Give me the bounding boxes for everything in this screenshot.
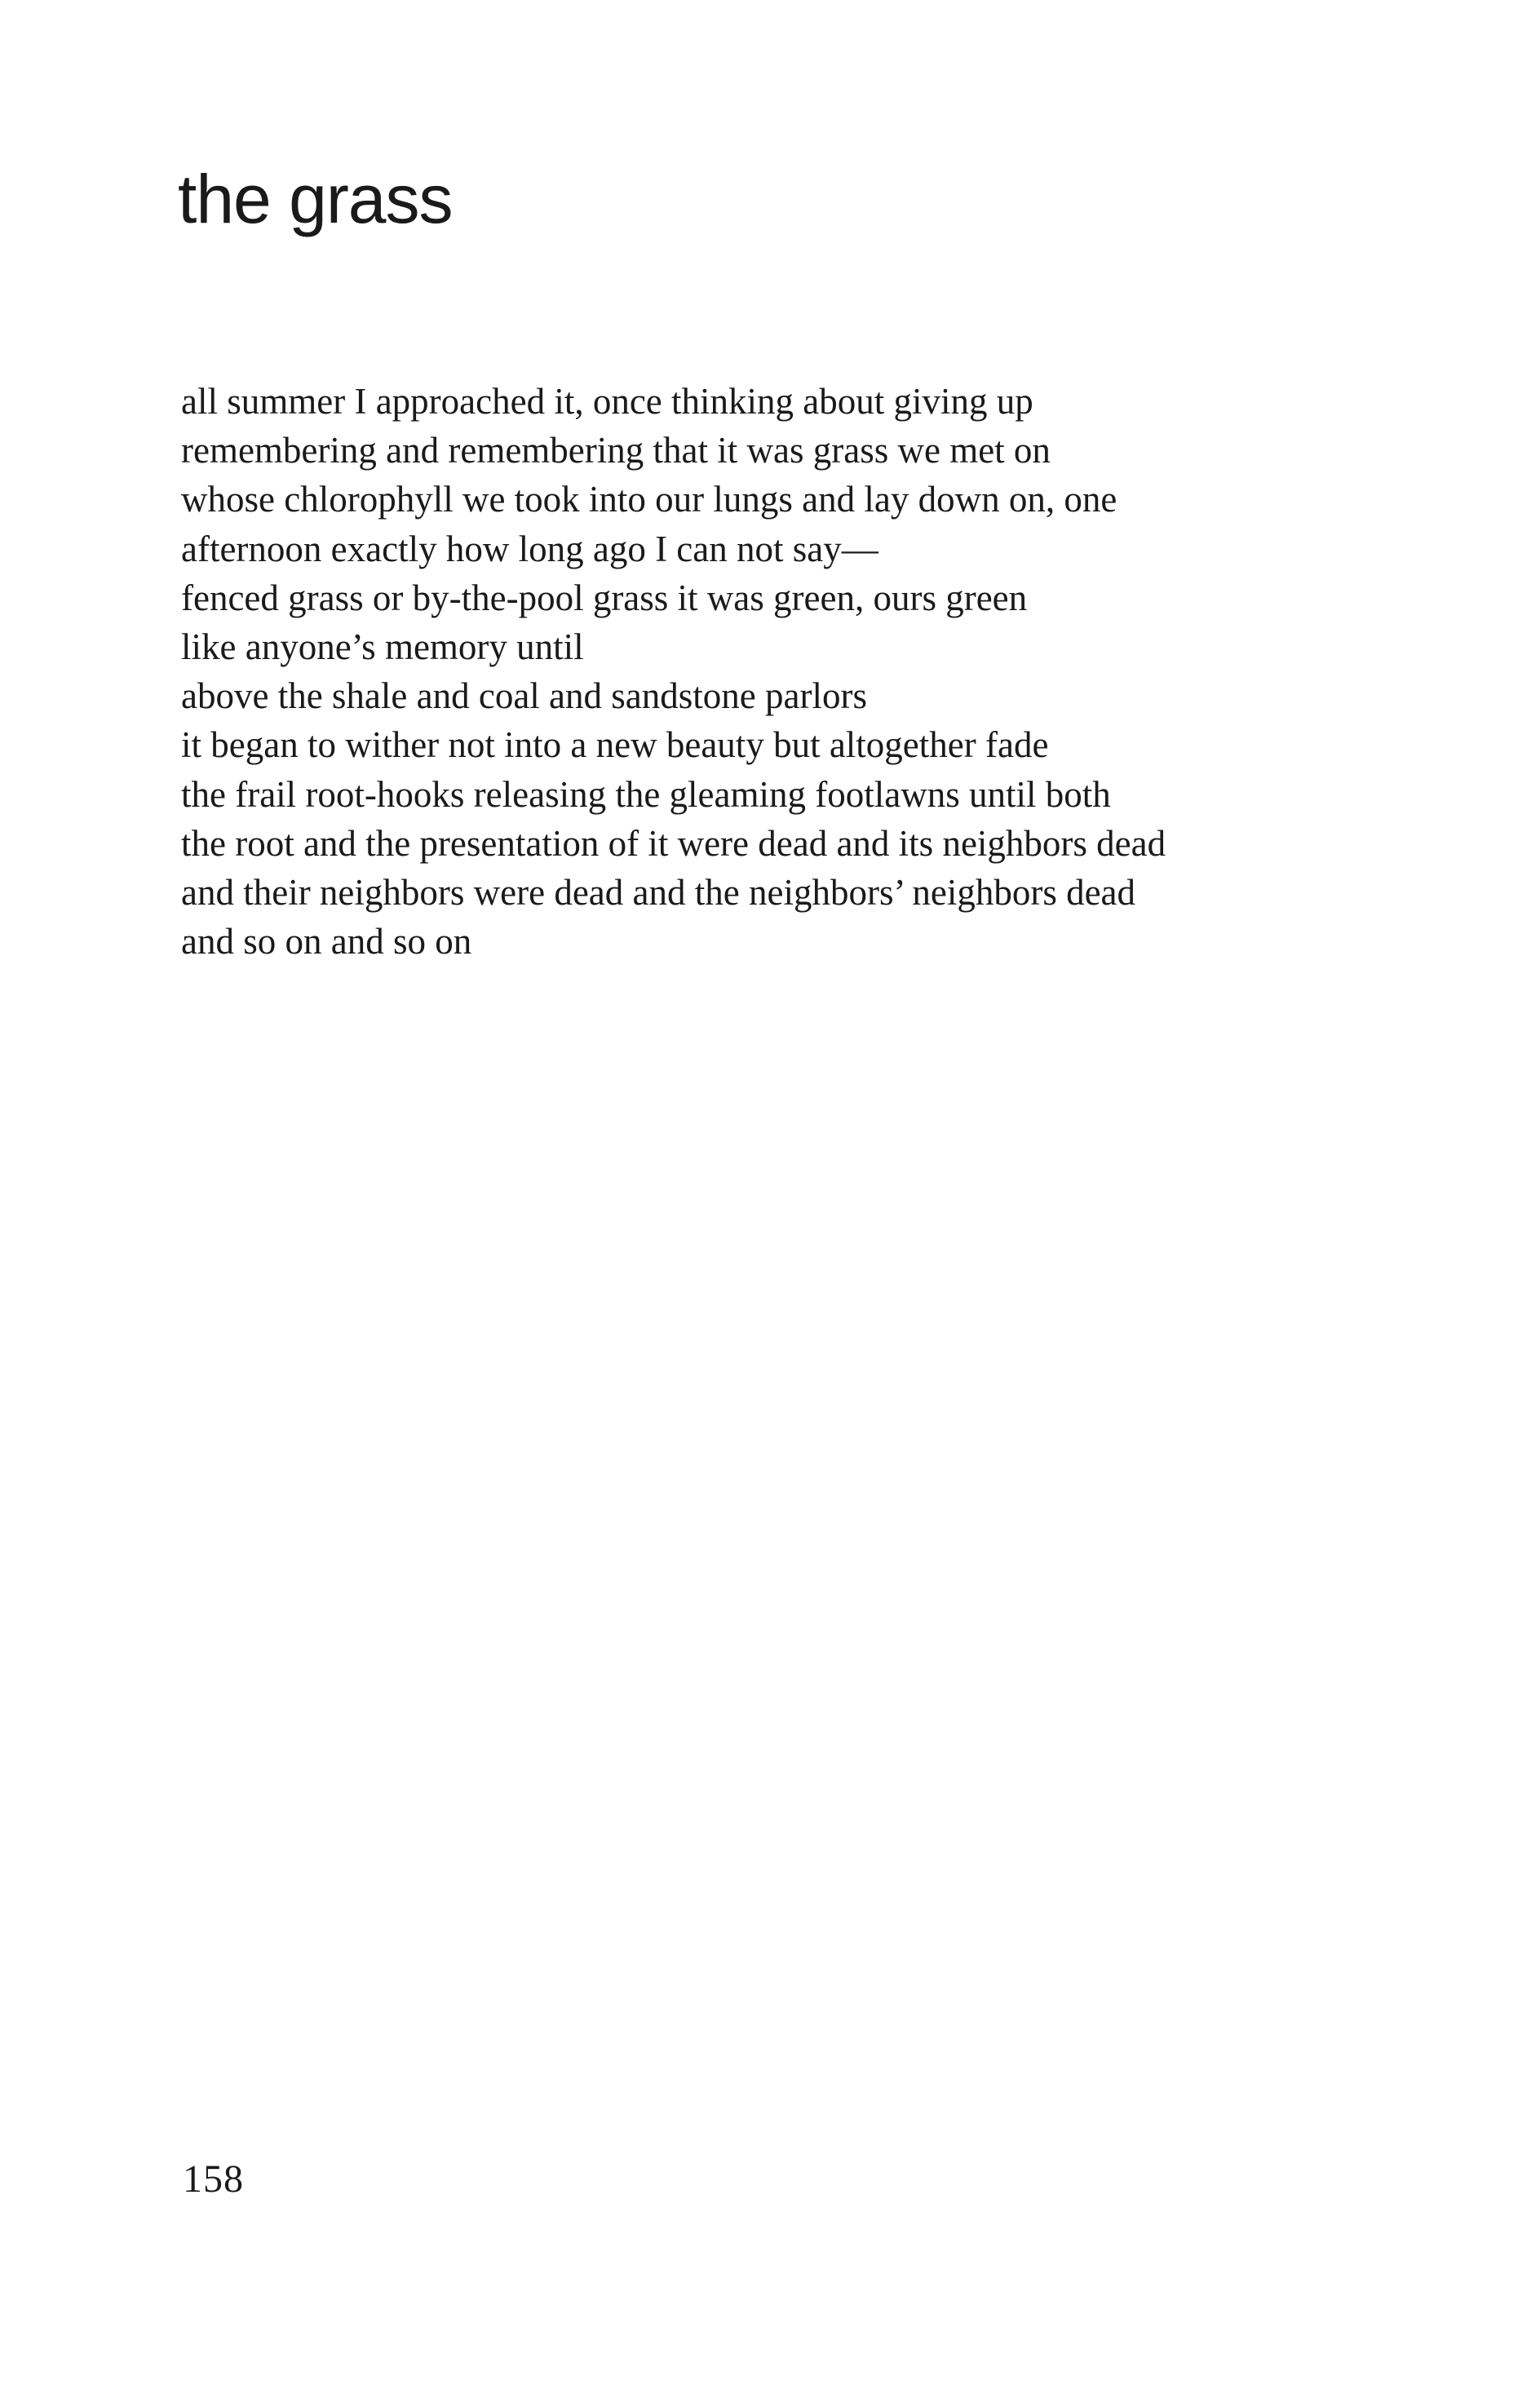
page-number: 158 xyxy=(183,2157,244,2201)
poem-body xyxy=(181,377,1502,966)
poem-line: afternoon exactly how long ago I can not say— xyxy=(181,528,878,569)
poem-line: above the shale and coal and sandstone parlors xyxy=(181,675,867,717)
poem-line: whose chlorophyll we took into our lungs and lay down on, one xyxy=(181,479,1117,520)
poem-line: all summer I approached it, once thinking about giving up xyxy=(181,381,1033,422)
poem-line: and their neighbors were dead and the neighbors’ neighbors dead xyxy=(181,872,1136,914)
poem-line: fenced grass or by-the-pool grass it was green, ours green xyxy=(181,577,1028,618)
poem-line: it began to wither not into a new beauty but altogether fade xyxy=(181,724,1049,766)
poem-title: the grass xyxy=(178,161,453,237)
poem-line: the root and the presentation of it were dead and its neighbors dead xyxy=(181,822,1166,864)
poem-line: and so on and so on xyxy=(181,921,472,962)
poem-line: like anyone’s memory until xyxy=(181,626,584,668)
poem-line: remembering and remembering that it was grass we met on xyxy=(181,430,1051,471)
poem-line: the frail root-hooks releasing the gleaming footlawns until both xyxy=(181,773,1111,815)
